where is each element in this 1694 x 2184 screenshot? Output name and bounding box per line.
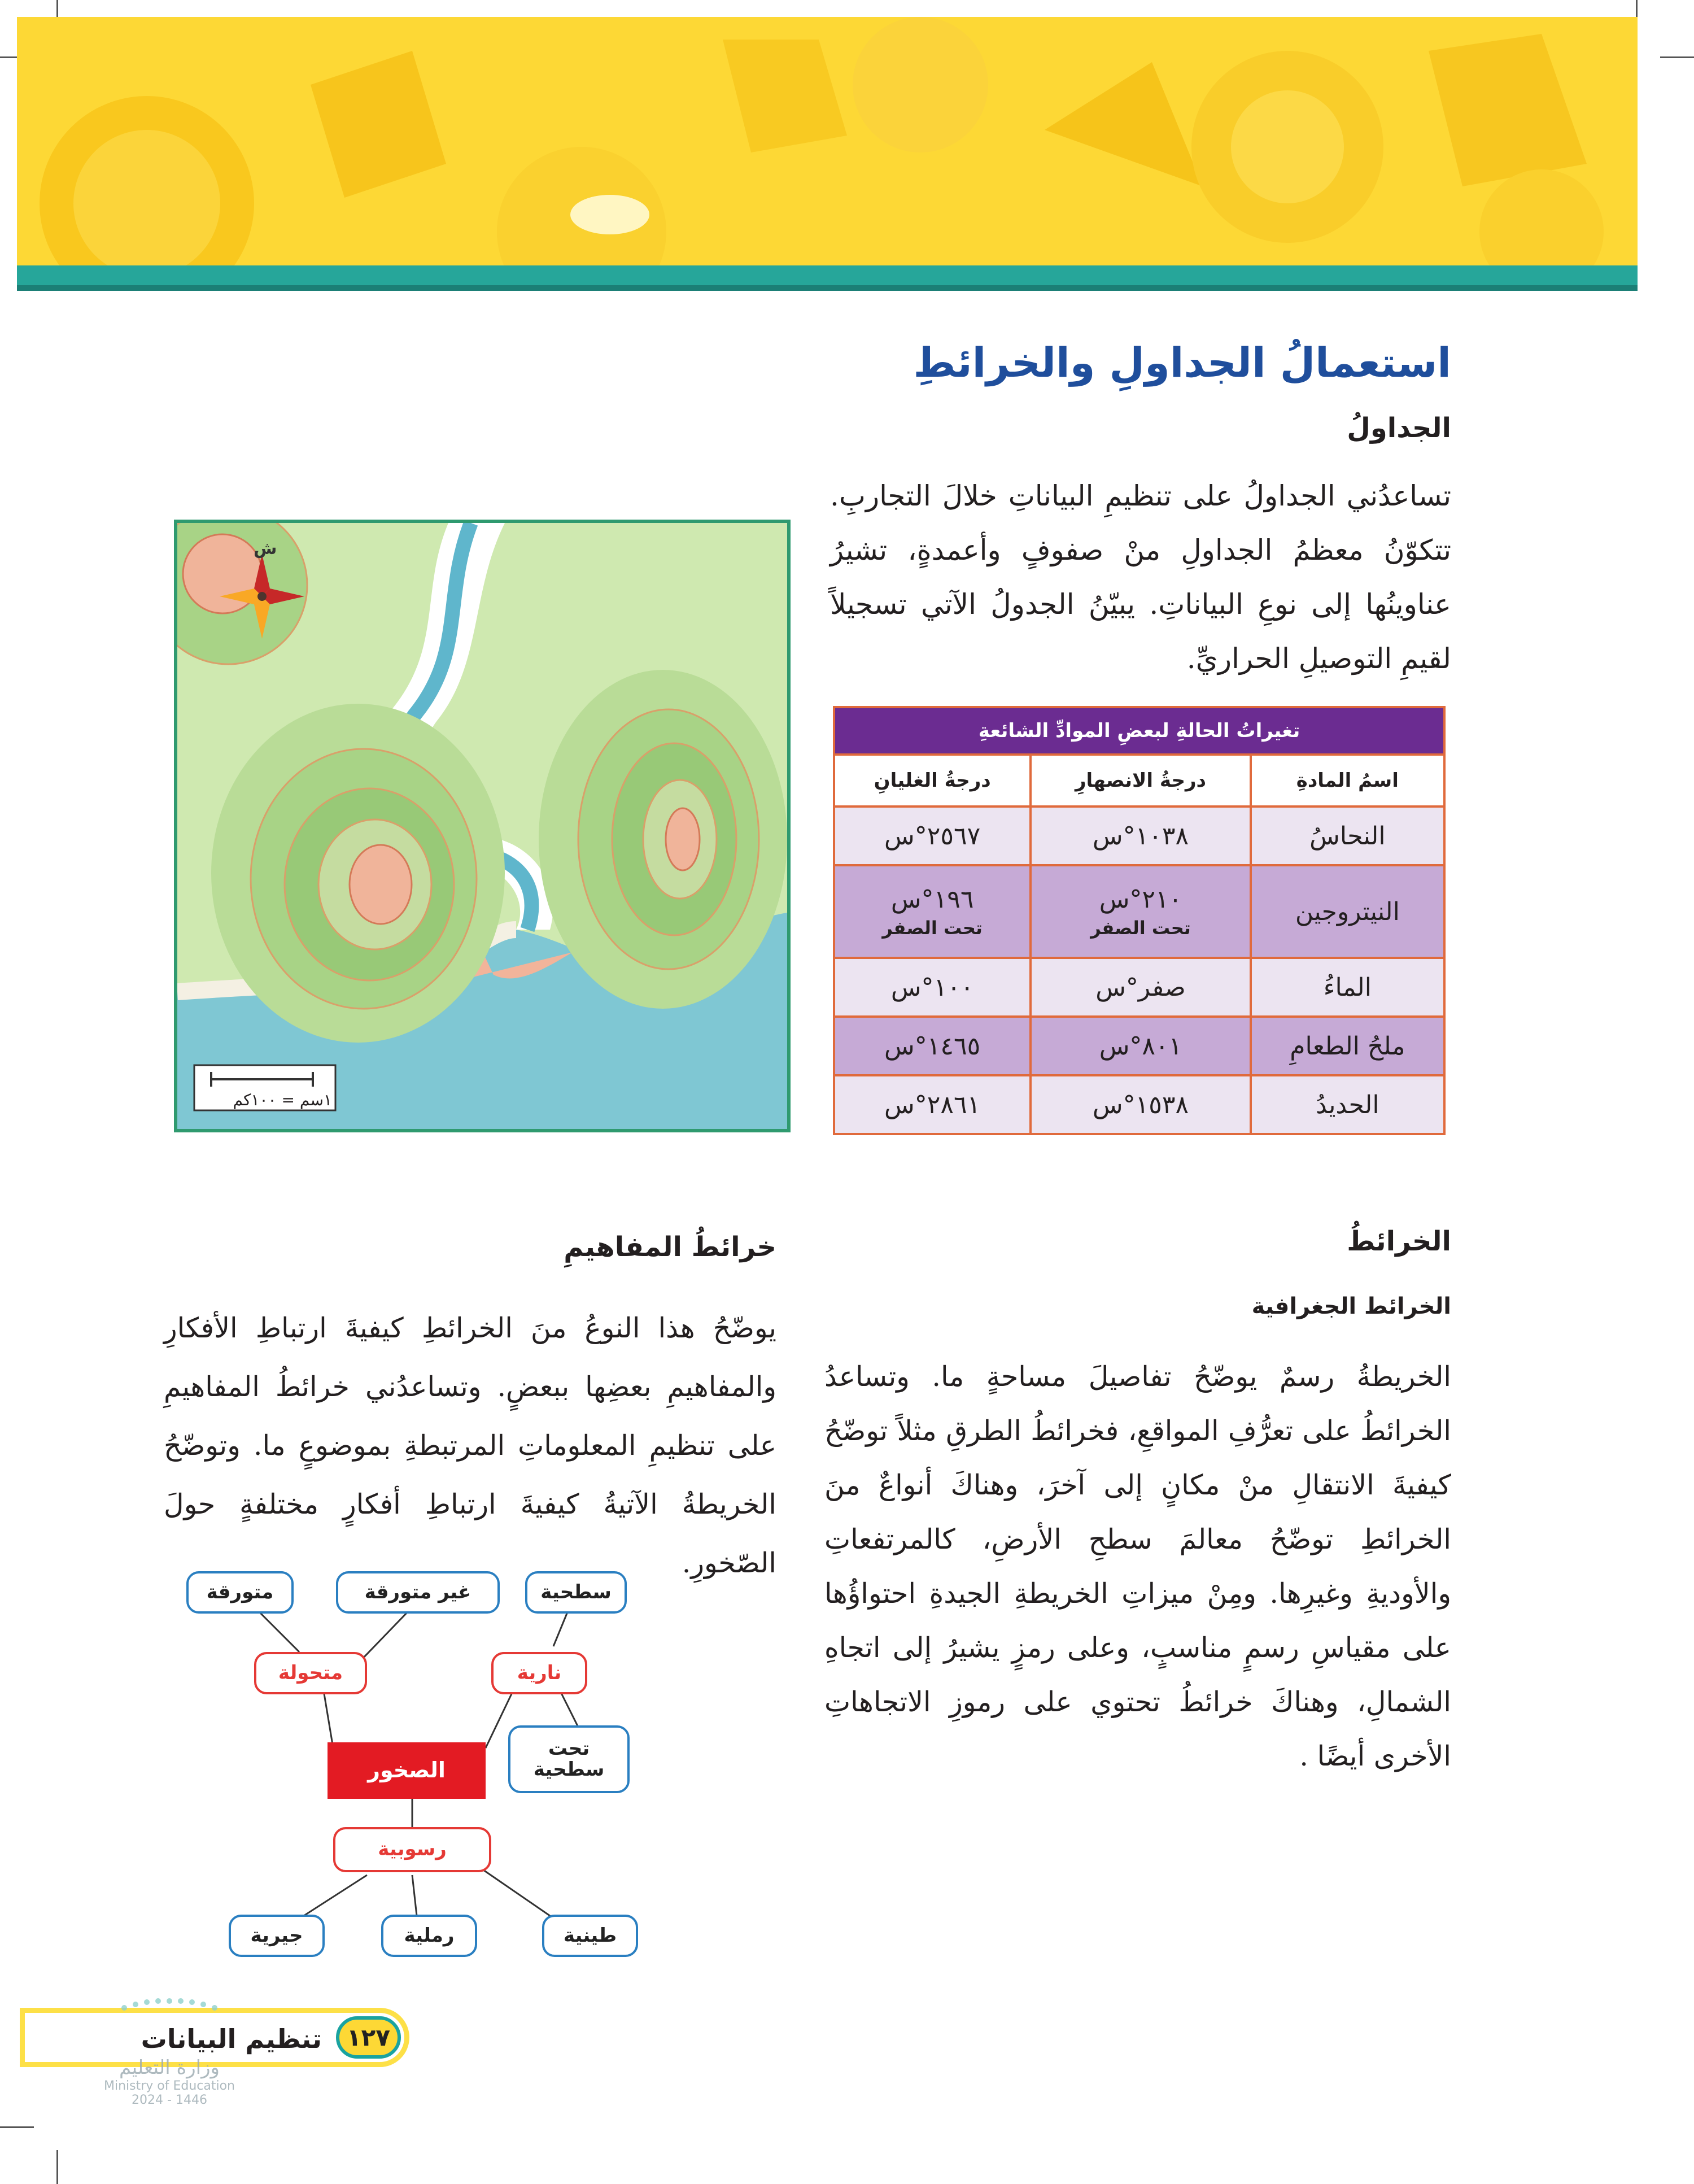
concept-node-sandy: رملية [381,1915,477,1957]
concept-node-sedimentary: رسوبية [333,1827,491,1872]
maps-heading: الخرائطُ [1347,1226,1451,1257]
compass-north-letter: ش [254,539,277,559]
watermark-year: 2024 - 1446 [132,2093,207,2107]
header-boiling: درجةُ الغليانِ [834,755,1031,807]
cell-name: النيتروجين [1251,865,1444,958]
header-banner [17,17,1638,265]
tables-heading: الجداولُ [1347,412,1451,444]
crop-mark [0,2126,34,2128]
concept-node-clay: طينية [542,1915,638,1957]
concept-node-metamorphic: متحولة [254,1652,367,1694]
table-row [834,1017,1444,1075]
table-header-row [834,755,1444,807]
cell-melting-note: تحت الصفر [1090,917,1191,939]
cell-boiling-value: ١٩٦°س [890,884,974,914]
cell-name: الحديدُ [1251,1075,1444,1134]
chapter-title: تنظيم البيانات [141,2024,322,2054]
watermark-dots-icon [113,1996,226,2019]
ministry-watermark [79,1996,260,2132]
section-title: استعمالُ الجداولِ والخرائطِ [913,339,1451,386]
cell-name: الماءُ [1251,958,1444,1017]
concept-node-intrusive: تحت سطحية [508,1725,630,1793]
cell-boiling: ٢٥٦٧°س [834,807,1031,865]
header-substance: اسمُ المادةِ [1251,755,1444,807]
table-row [834,807,1444,865]
map-drawing [177,523,787,1129]
cell-melting: صفر°س [1031,958,1250,1017]
concept-node-extrusive: سطحية [525,1571,627,1614]
banner-decoration [17,17,1638,265]
banner-strip-shadow [17,285,1638,291]
header-melting: درجةُ الانصهارِ [1031,755,1250,807]
watermark-english: Ministry of Education [103,2079,235,2093]
cell-melting-value: ٢١٠°س [1099,884,1182,914]
cell-boiling: ١٠٠°س [834,958,1031,1017]
watermark-arabic: وزارة التعليم [119,2056,220,2079]
concept-node-igneous: نارية [491,1652,587,1694]
topographic-map [174,520,791,1132]
state-change-table [833,706,1446,1135]
table-row [834,958,1444,1017]
crop-mark [56,2150,58,2184]
cell-boiling: ١٤٦٥°س [834,1017,1031,1075]
cell-name: ملحُ الطعامِ [1251,1017,1444,1075]
cell-boiling: ٢٨٦١°س [834,1075,1031,1134]
cell-name: النحاسُ [1251,807,1444,865]
cell-boiling [834,865,1031,958]
cell-melting: ١٥٣٨°س [1031,1075,1250,1134]
cell-melting [1031,865,1250,958]
table-row [834,865,1444,958]
concept-maps-paragraph: يوضّحُ هذا النوعُ منَ الخرائطِ كيفيةَ ارتباطِ الأفكارِ والمفاهيمِ بعضِها ببعضٍ. وتساعدُني خرائطُ المفاهيمِ على تنظيمِ المعلوماتِ المرتبطةِ بموضوعٍ ما. وتوضّحُ الخريطةُ الآتيةُ كيفيةَ ارتباطِ أفكارٍ مختلفةٍ حولَ الصّخورِ. [164,1312,776,1579]
maps-subheading: الخرائط الجغرافية [1251,1293,1451,1319]
map-scale-label: ١سم = ١٠٠كم [233,1091,332,1109]
concept-node-limestone: جيرية [229,1915,325,1957]
table-caption: تغيراتُ الحالةِ لبعضِ الموادِّ الشائعةِ [833,706,1446,753]
crop-mark [1660,56,1694,58]
concept-node-rocks: الصخور [328,1742,486,1799]
concept-node-foliated: متورقة [186,1571,294,1614]
cell-melting: ٨٠١°س [1031,1017,1250,1075]
table-row [834,1075,1444,1134]
page-number: ١٢٧ [336,2016,401,2059]
cell-boiling-note: تحت الصفر [882,917,983,939]
concept-maps-heading: خرائطُ المفاهيمِ [564,1231,776,1263]
concept-node-non-foliated: غير متورقة [336,1571,500,1614]
cell-melting: ١٠٣٨°س [1031,807,1250,865]
maps-paragraph: الخريطةُ رسمٌ يوضّحُ تفاصيلَ مساحةٍ ما. وتساعدُ الخرائطُ على تعرُّفِ المواقعِ، فخرائطُ الطرقِ مثلاً توضّحُ كيفيةَ الانتقالِ منْ مكانٍ إلى آخرَ، وهناكَ أنواعٌ منَ الخرائطِ توضّحُ معالمَ سطحِ الأرضِ، كالمرتفعاتِ والأوديةِ وغيرِها. ومِنْ ميزاتِ الخريطةِ الجيدةِ احتواؤُها على مقياسِ رسمٍ مناسبٍ، وعلى رمزٍ يشيرُ إلى اتجاهِ الشمالِ، وهناكَ خرائطُ تحتوي على رموزِ الاتجاهاتِ الأخرى أيضًا . [824,1361,1451,1772]
rock-concept-map [181,1556,644,1963]
tables-intro-paragraph: تساعدُني الجداولُ على تنظيمِ البياناتِ خلالَ التجاربِ. تتكوّنُ معظمُ الجداولِ منْ صفوفٍ وأعمدةٍ، تشيرُ عناوينُها إلى نوعِ البياناتِ. يبيّنُ الجدولُ الآتي تسجيلاً لقيمِ التوصيلِ الحراريِّ. [830,479,1451,675]
